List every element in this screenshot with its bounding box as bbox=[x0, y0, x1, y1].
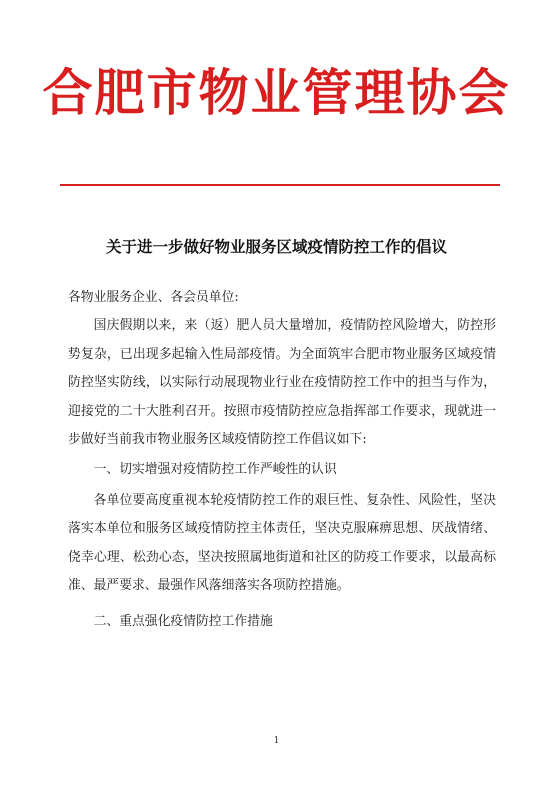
red-divider-line bbox=[60, 184, 500, 186]
section-2-heading: 二、重点强化疫情防控工作措施 bbox=[93, 614, 273, 630]
intro-paragraph: 国庆假期以来，来（返）肥人员大量增加，疫情防控风险增大，防控形势复杂，已出现多起输入性局部疫情。为全面筑牢合肥市物业服务区域疫情防控坚实防线，以实际行动展现物业行业在疫情防控工作中的担当与作为，迎接党的二十大胜利召开。按照市疫情防控应急指挥部工作要求，现就进一步做好当前我市物业服务区域疫情防控工作倡议如下: bbox=[68, 318, 496, 448]
document-body bbox=[68, 284, 496, 639]
section-1-heading: 一、切实增强对疫情防控工作严峻性的认识 bbox=[93, 462, 337, 478]
document-title: 关于进一步做好物业服务区域疫情防控工作的倡议 bbox=[105, 238, 447, 256]
page-number: 1 bbox=[273, 736, 280, 746]
section-1-paragraph: 各单位要高度重视本轮疫情防控工作的艰巨性、复杂性、风险性，坚决落实本单位和服务区域疫情防控主体责任，坚决克服麻痹思想、厌战情绪、侥幸心理、松劲心态，坚决按照属地街道和社区的防疫工作要求，以最高标准、最严要求、最强作风落细落实各项防控措施。 bbox=[68, 492, 496, 594]
organization-name-header: 合肥市物业管理协会 bbox=[42, 63, 511, 122]
salutation: 各物业服务企业、各会员单位: bbox=[68, 290, 239, 305]
